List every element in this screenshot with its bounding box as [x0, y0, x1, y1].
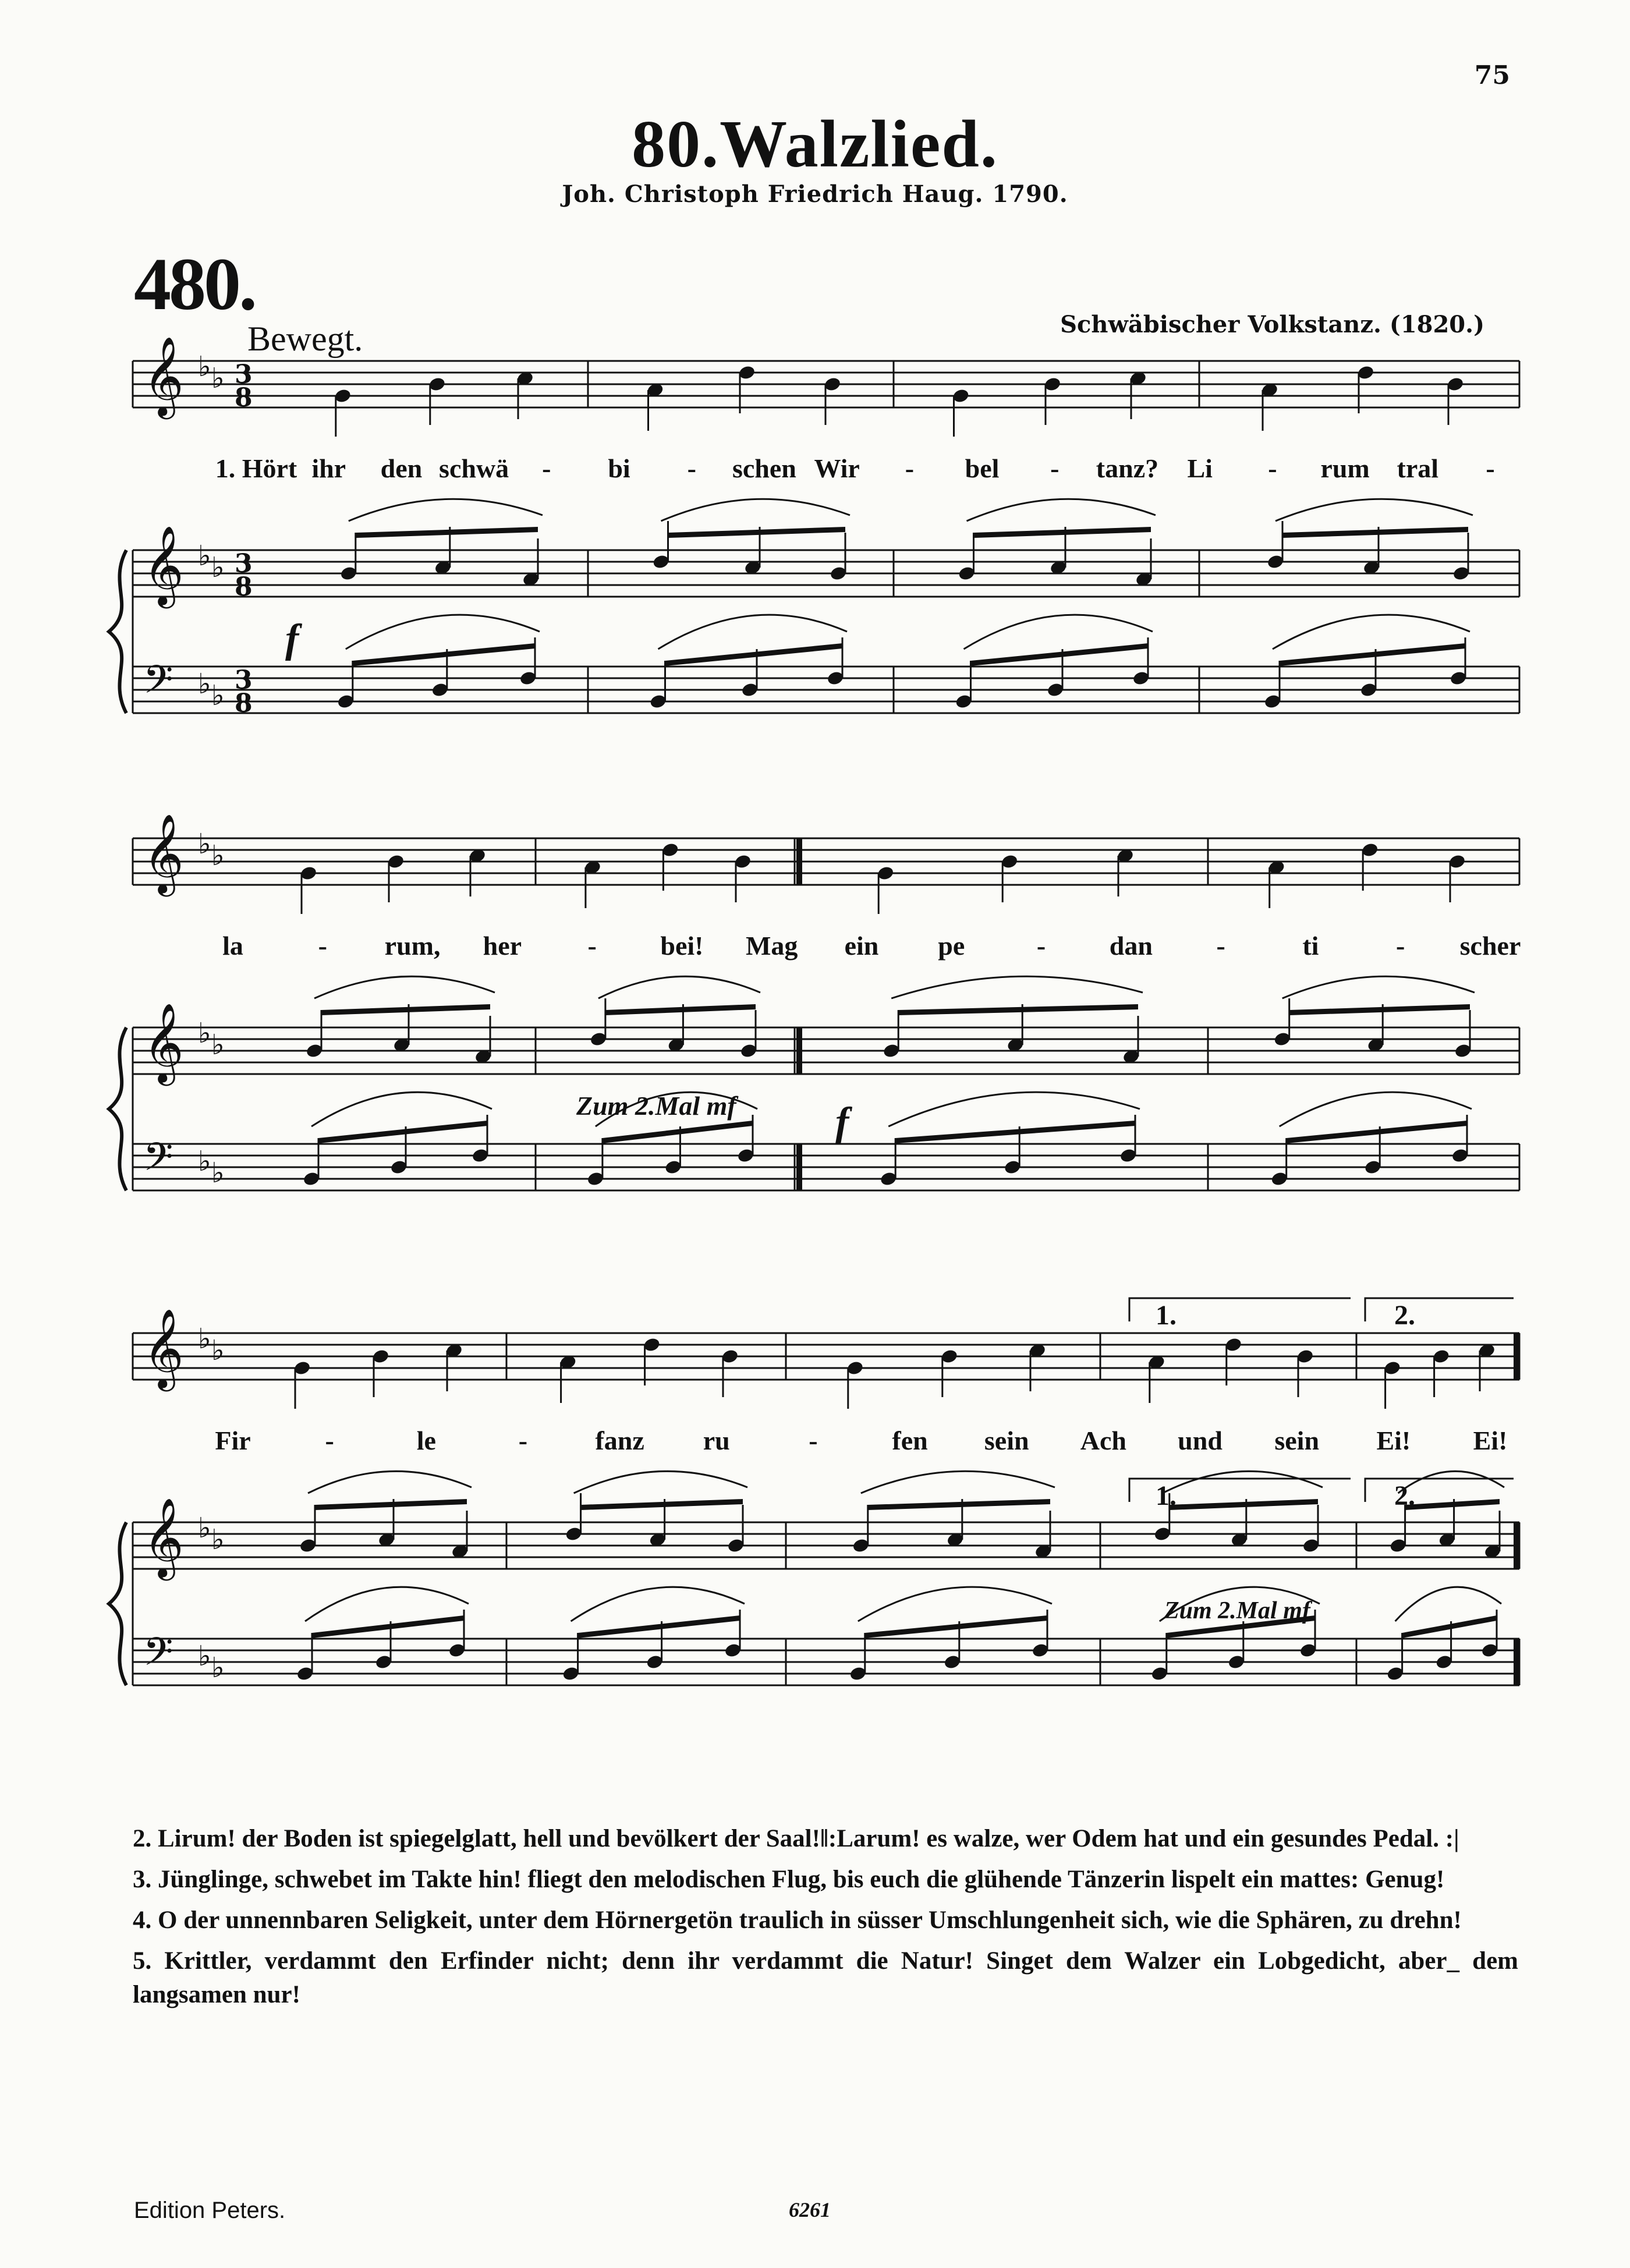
dynamic-mark: f: [285, 616, 299, 661]
beam: [603, 1121, 753, 1143]
time-sig-top: 3: [235, 360, 253, 389]
lyric-syllable: tanz?: [1096, 453, 1159, 483]
treble-clef: 𝄞: [143, 525, 184, 605]
lyric-syllable: -: [518, 1426, 528, 1455]
lyric-syllable: ru: [703, 1426, 730, 1455]
beam: [312, 1615, 464, 1638]
slur: [311, 1092, 492, 1126]
edition-label: Edition Peters.: [134, 2198, 286, 2223]
page-number: 75: [1474, 61, 1510, 90]
flat-sign: ♭: [211, 679, 225, 712]
beam: [971, 643, 1149, 666]
verse-4: 4. O der unnennbaren Seligkeit, unter dem Hörnergetön traulich in süsser Umschlungenheit sich, wie die Sphären, zu drehn!: [133, 1906, 1462, 1934]
slur: [1275, 499, 1473, 521]
volta-label-1: 1.: [1156, 1300, 1177, 1331]
volta-label-1: 1.: [1156, 1480, 1177, 1511]
plate-number: 6261: [789, 2198, 831, 2221]
lyric-syllable: ein: [844, 931, 879, 961]
repeat-bar: [796, 838, 802, 885]
volta-bracket: [1365, 1298, 1514, 1321]
slur: [1282, 976, 1475, 998]
lyric-syllable: -: [318, 931, 327, 961]
lyric-syllable: 1. Hört: [215, 453, 297, 483]
dynamic-mark: Zum 2.Mal mf: [1164, 1597, 1310, 1624]
lyric-syllable: ti: [1302, 931, 1319, 961]
beam: [581, 1499, 743, 1510]
verse-2: 2. Lirum! der Boden ist spiegelglatt, hell und bevölkert der Saal!‖:Larum! es walze, wer Odem hat und ein gesundes Pedal. :|: [133, 1825, 1459, 1852]
lyric-syllable: fanz: [595, 1426, 644, 1455]
lyric-syllable: scher: [1459, 931, 1521, 961]
flat-sign: ♭: [211, 1157, 225, 1189]
bass-clef: 𝄢: [143, 657, 173, 711]
beam: [356, 527, 538, 538]
treble-clef: 𝄞: [143, 813, 184, 893]
source-note: Schwäbischer Volkstanz. (1820.): [1060, 311, 1484, 338]
lyric-syllable: schwä: [439, 453, 509, 483]
beam: [865, 1615, 1047, 1638]
brace: [109, 1027, 126, 1190]
lyric-syllable: pe: [938, 931, 965, 961]
beam: [578, 1615, 740, 1638]
slur: [305, 1587, 469, 1621]
beam: [1289, 1004, 1470, 1015]
lyric-syllable: -: [905, 453, 915, 483]
flat-sign: ♭: [211, 362, 225, 395]
slur: [1273, 615, 1470, 649]
treble-clef: 𝄞: [143, 1307, 184, 1388]
flat-sign: ♭: [198, 1323, 211, 1355]
lyric-syllable: -: [1050, 453, 1060, 483]
flat-sign: ♭: [198, 540, 211, 572]
slur: [888, 1092, 1140, 1126]
beam: [315, 1499, 467, 1510]
brace: [109, 550, 126, 713]
beam: [321, 1004, 490, 1015]
composer-credit: Joh. Christoph Friedrich Haug. 1790.: [562, 180, 1068, 208]
slur: [858, 1587, 1052, 1621]
beam: [353, 643, 535, 666]
flat-sign: ♭: [211, 1334, 225, 1367]
verse-5: 5. Krittler, verdammt den Erfinder nicht; denn ihr verdammt die Natur! Singet dem Walzer ein Lobgedicht, aber_ dem langsamen nur!: [133, 1947, 1518, 2008]
flat-sign: ♭: [198, 1640, 211, 1672]
volta-label-2: 2.: [1394, 1300, 1415, 1331]
song-title: 80.Walzlied.: [632, 107, 998, 182]
lyric-syllable: -: [542, 453, 551, 483]
treble-clef: 𝄞: [143, 335, 184, 416]
lyric-syllable: -: [587, 931, 597, 961]
time-sig-bottom: 8: [235, 689, 253, 718]
flat-sign: ♭: [198, 668, 211, 700]
time-sig-top: 3: [235, 549, 253, 579]
beam: [605, 1004, 756, 1015]
tempo-marking: Bewegt.: [247, 320, 363, 358]
lyric-syllable: schen: [732, 453, 796, 483]
lyric-syllable: den: [380, 453, 423, 483]
lyric-syllable: -: [809, 1426, 818, 1455]
lyric-syllable: Ei!: [1376, 1426, 1411, 1455]
repeat-bar: [796, 1144, 802, 1190]
volta-label-2: 2.: [1394, 1480, 1415, 1511]
final-bar: [1514, 1333, 1519, 1380]
flat-sign: ♭: [211, 839, 225, 872]
lyric-syllable: her: [483, 931, 522, 961]
lyric-syllable: bi: [608, 453, 630, 483]
flat-sign: ♭: [211, 551, 225, 584]
lyric-syllable: rum: [1320, 453, 1370, 483]
slur: [308, 1471, 472, 1493]
time-sig-top: 3: [235, 665, 253, 695]
slur: [1395, 1587, 1501, 1621]
slur: [314, 976, 495, 998]
beam: [1282, 527, 1468, 538]
lyric-syllable: -: [687, 453, 696, 483]
lyric-syllable: dan: [1109, 931, 1153, 961]
lyric-syllable: Ei!: [1473, 1426, 1508, 1455]
lyric-syllable: fen: [892, 1426, 928, 1455]
bass-clef: 𝄢: [143, 1135, 173, 1189]
dynamic-mark: f: [835, 1100, 849, 1144]
dynamic-mark: Zum 2.Mal mf: [576, 1091, 736, 1121]
lyric-syllable: sein: [1274, 1426, 1320, 1455]
time-sig-bottom: 8: [235, 572, 253, 602]
slur: [346, 615, 540, 649]
beam: [1405, 1499, 1500, 1510]
lyric-syllable: -: [325, 1426, 334, 1455]
slur: [658, 615, 848, 649]
lyric-syllable: rum,: [384, 931, 441, 961]
beam: [895, 1121, 1135, 1143]
beam: [1170, 1499, 1318, 1510]
lyric-syllable: -: [1486, 453, 1495, 483]
lyric-syllable: -: [1216, 931, 1225, 961]
beam: [665, 643, 843, 666]
lyric-syllable: sein: [984, 1426, 1029, 1455]
slur: [574, 1471, 747, 1493]
flat-sign: ♭: [211, 1652, 225, 1684]
lyric-syllable: Li: [1187, 453, 1213, 483]
lyric-syllable: Ach: [1080, 1426, 1127, 1455]
beam: [1402, 1615, 1497, 1638]
slur: [967, 499, 1156, 521]
slur: [349, 499, 543, 521]
beam: [1280, 643, 1465, 666]
slur: [964, 615, 1153, 649]
lyric-syllable: -: [1036, 931, 1046, 961]
slur: [891, 976, 1143, 998]
lyric-syllable: bei!: [660, 931, 704, 961]
verses-block: [133, 1822, 1518, 2019]
flat-sign: ♭: [198, 1017, 211, 1050]
lyric-syllable: ihr: [311, 453, 346, 483]
lyric-syllable: le: [416, 1426, 436, 1455]
beam: [898, 1004, 1138, 1015]
beam: [668, 527, 846, 538]
verse-3: 3. Jünglinge, schwebet im Takte hin! fliegt den melodischen Flug, bis euch die glühende Tänzerin lispelt ein mattes: Genug!: [133, 1866, 1445, 1893]
flat-sign: ♭: [211, 1523, 225, 1556]
lyric-syllable: Mag: [746, 931, 798, 961]
lyric-syllable: bel: [965, 453, 1000, 483]
lyric-syllable: -: [1268, 453, 1277, 483]
lyric-syllable: Wir: [814, 453, 860, 483]
final-bar: [1514, 1522, 1519, 1569]
volta-bracket: [1365, 1479, 1514, 1502]
lyric-syllable: -: [1396, 931, 1405, 961]
lyric-syllable: und: [1178, 1426, 1222, 1455]
flat-sign: ♭: [198, 1512, 211, 1544]
song-number: 480.: [134, 243, 255, 325]
treble-clef: 𝄞: [143, 1497, 184, 1577]
repeat-bar: [796, 1027, 802, 1074]
brace: [109, 1522, 126, 1685]
beam: [974, 527, 1151, 538]
flat-sign: ♭: [198, 350, 211, 383]
slur: [861, 1471, 1055, 1493]
beam: [1287, 1121, 1467, 1143]
lyric-syllable: tral: [1397, 453, 1439, 483]
slur: [1280, 1092, 1472, 1126]
time-sig-bottom: 8: [235, 383, 253, 413]
flat-sign: ♭: [211, 1029, 225, 1061]
treble-clef: 𝄞: [143, 1002, 184, 1082]
lyric-syllable: Fir: [215, 1426, 251, 1455]
lyric-syllable: la: [222, 931, 243, 961]
bass-clef: 𝄢: [143, 1629, 173, 1684]
slur: [1163, 1471, 1323, 1493]
slur: [571, 1587, 745, 1621]
final-bar: [1514, 1639, 1519, 1685]
slur: [598, 976, 760, 998]
beam: [318, 1121, 487, 1143]
slur: [661, 499, 851, 521]
flat-sign: ♭: [198, 1145, 211, 1178]
flat-sign: ♭: [198, 828, 211, 860]
beam: [868, 1499, 1050, 1510]
